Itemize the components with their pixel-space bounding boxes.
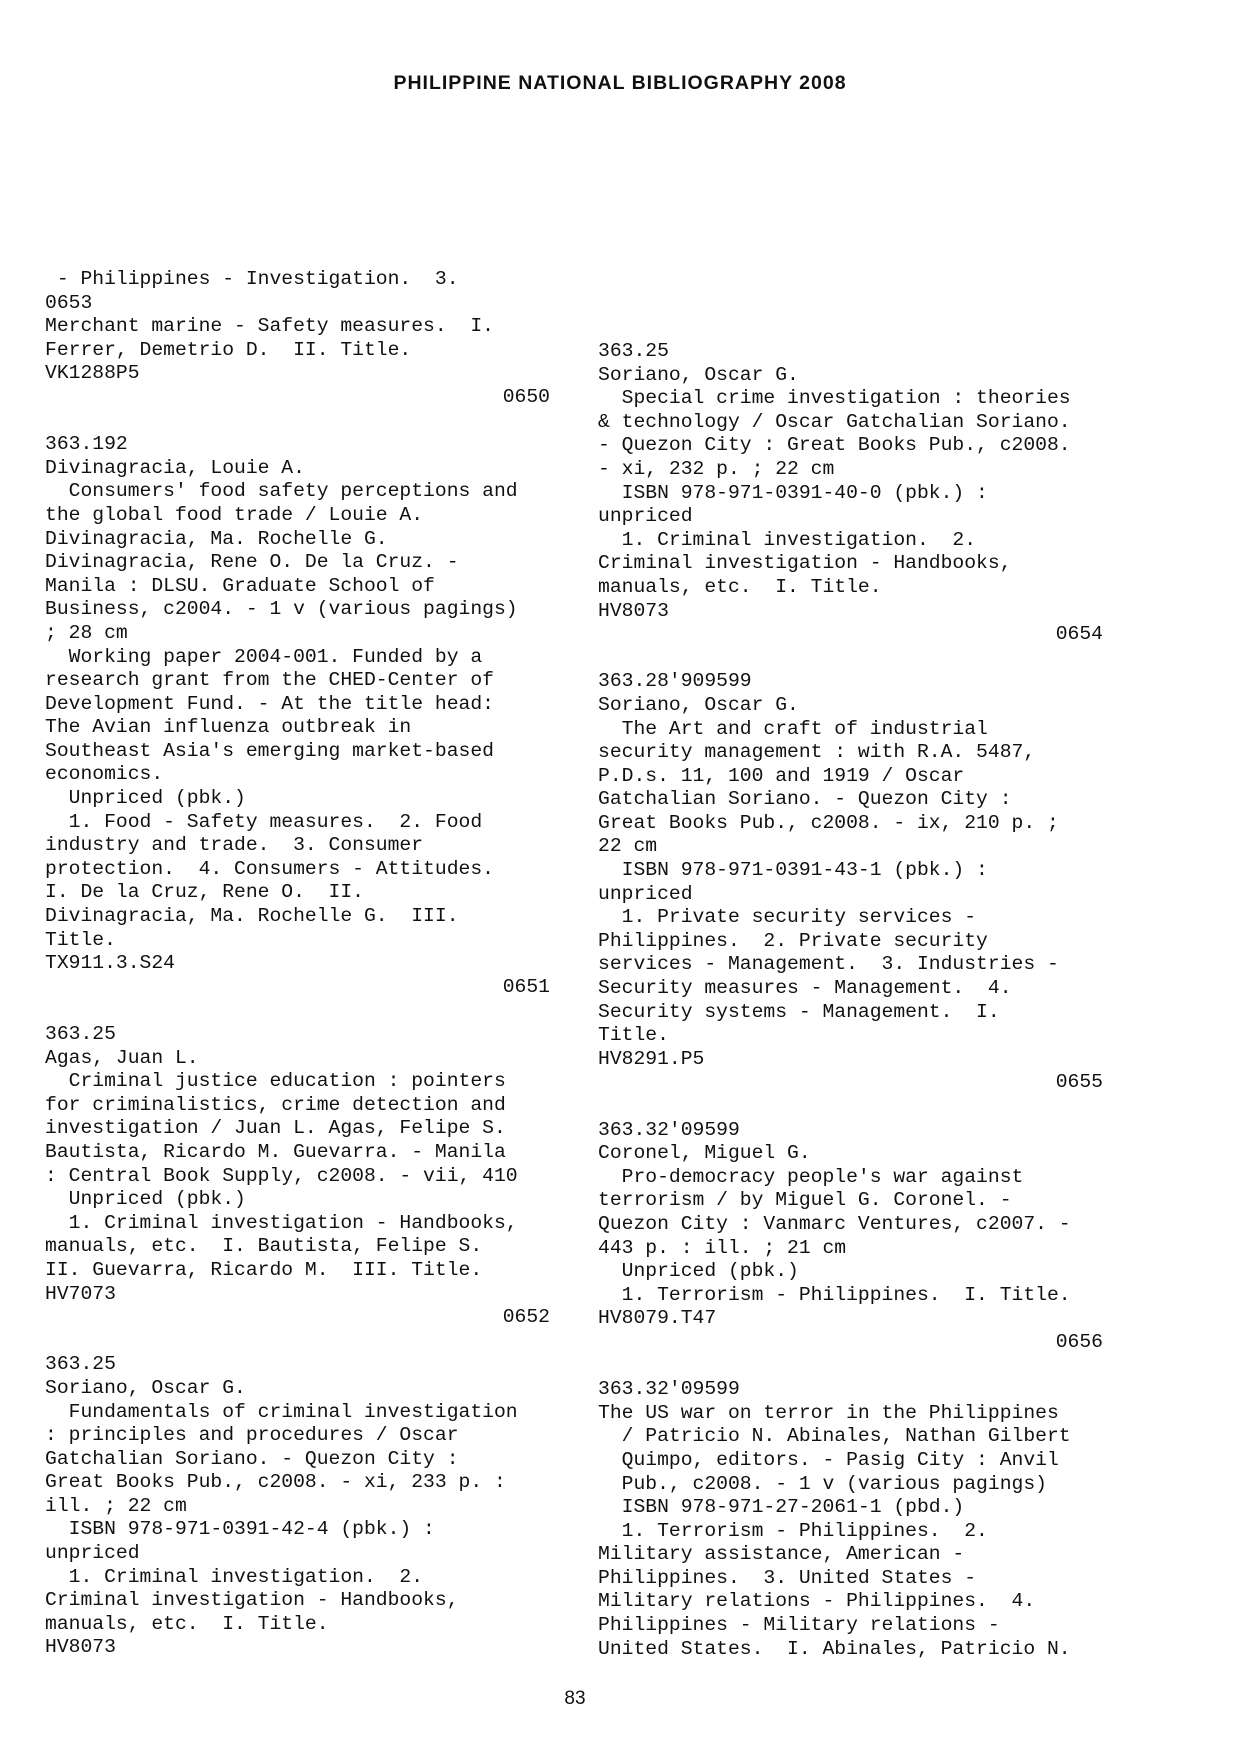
entry-text-line: The US war on terror in the Philippines [598,1401,1059,1424]
entry-text-line: 363.25 [45,1353,116,1376]
entry-text-line: Working paper 2004-001. Funded by a [45,645,483,668]
page-number: 83 [564,1688,586,1709]
entry-text-line: Manila : DLSU. Graduate School of [45,574,435,597]
entry-text-line: 363.192 [45,433,128,456]
entry-text-line: Great Books Pub., c2008. - ix, 210 p. ; [598,811,1059,834]
entry-text-line: ISBN 978-971-0391-43-1 (pbk.) : [598,859,988,882]
entry-text-line: security management : with R.A. 5487, [598,741,1036,764]
entry-text-line: unpriced [598,505,693,528]
entry-text-line: 443 p. : ill. ; 21 cm [598,1236,847,1259]
entry-text-line: - Philippines - Investigation. 3. [45,268,459,290]
entry-text-line: HV8073 [45,1636,116,1659]
entry-text-line: economics. [45,763,164,786]
entry-text-line: The Art and craft of industrial [598,717,988,740]
entry-text-line: Criminal investigation - Handbooks, [598,552,1012,575]
entry-text-line: Ferrer, Demetrio D. II. Title. [45,338,412,361]
entry-spacer [45,999,565,1023]
entry-text-line: ; 28 cm [45,621,128,644]
entry-text-line: Business, c2004. - 1 v (various pagings) [45,598,518,621]
entry-text-line: Military assistance, American - [598,1543,965,1566]
entry-text-line: terrorism / by Miguel G. Coronel. - [598,1189,1012,1212]
entry-text-line: Unpriced (pbk.) [45,1188,246,1211]
entry-text-line: Title. [45,928,116,951]
entry-text-line: the global food trade / Louie A. [45,503,424,526]
entry-text-line: 363.25 [598,340,669,362]
entry-text-line: research grant from the CHED-Center of [45,669,494,692]
entry-text-line: manuals, etc. I. Bautista, Felipe S. [45,1235,483,1258]
entry-text-line: 363.28'909599 [598,670,752,693]
entry-text-line: Agas, Juan L. [45,1046,199,1069]
entry-text-line: Pub., c2008. - 1 v (various pagings) [598,1472,1047,1495]
entry-text-line: for criminalistics, crime detection and [45,1093,506,1116]
entry-text-line: 22 cm [598,835,658,858]
entry-text-line: Divinagracia, Ma. Rochelle G. III. [45,905,459,928]
entry-text-line: Soriano, Oscar G. [598,693,799,716]
entry-text-line: unpriced [598,882,693,905]
entry-text-line: Special crime investigation : theories [598,387,1071,410]
entry-text-line: VK1288P5 [45,362,140,385]
entry-text-line: Pro-democracy people's war against [598,1165,1024,1188]
entry-text-line: industry and trade. 3. Consumer [45,834,424,857]
entry-text-line: : Central Book Supply, c2008. - vii, 410 [45,1164,518,1187]
entry-text-line: Gatchalian Soriano. - Quezon City : [598,788,1012,811]
entry-text-line: Divinagracia, Rene O. De la Cruz. - [45,551,459,574]
entry-number: 0652 [502,1306,550,1329]
entry-text-line: 1. Terrorism - Philippines. 2. [598,1519,988,1542]
entry-text-line: Philippines. 2. Private security [598,929,988,952]
entry-text-line: The Avian influenza outbreak in [45,716,412,739]
entry-spacer [45,1330,565,1354]
entry-text-line: Quezon City : Vanmarc Ventures, c2007. - [598,1212,1071,1235]
entry-text-line: services - Management. 3. Industries - [598,953,1059,976]
entry-text-line: - Quezon City : Great Books Pub., c2008. [598,434,1071,457]
entry-text-line: investigation / Juan L. Agas, Felipe S. [45,1117,506,1140]
entry-text-line: 363.25 [45,1023,116,1045]
entry-text-line: Security measures - Management. 4. [598,977,1012,1000]
entry-text-line: Criminal investigation - Handbooks, [45,1589,459,1612]
entry-text-line: United States. I. Abinales, Patricio N. [598,1637,1071,1660]
entry-text-line: 1. Criminal investigation. 2. [45,1565,424,1588]
entry-text-line: Unpriced (pbk.) [45,787,246,810]
entry-text-line: unpriced [45,1542,140,1565]
entry-text-line: HV8291.P5 [598,1047,705,1070]
entry-text-line: 363.32'09599 [598,1118,740,1141]
entry-text-line: Consumers' food safety perceptions and [45,480,518,503]
entry-text-line: P.D.s. 11, 100 and 1919 / Oscar [598,764,965,787]
entry-text-line: Philippines. 3. United States - [598,1566,977,1589]
entry-text-line: 1. Food - Safety measures. 2. Food [45,810,483,833]
entry-text-line: 1. Criminal investigation. 2. [598,528,977,551]
entry-text-line: Quimpo, editors. - Pasig City : Anvil [598,1448,1059,1471]
entry-text-line: manuals, etc. I. Title. [598,575,882,598]
entry-text-line: manuals, etc. I. Title. [45,1612,329,1635]
entry-text-line: / Patricio N. Abinales, Nathan Gilbert [598,1425,1071,1448]
entry-text-line: Unpriced (pbk.) [598,1260,799,1283]
left-column [45,268,565,1660]
entry-text-line: 363.32'09599 [598,1378,740,1401]
entry-text-line: Southeast Asia's emerging market-based [45,739,494,762]
entry-text-line: HV7073 [45,1282,116,1305]
entry-text-line: Soriano, Oscar G. [45,1376,246,1399]
entry-text-line: 1. Criminal investigation - Handbooks, [45,1211,518,1234]
entry-text-line: ill. ; 22 cm [45,1494,187,1517]
entry-text-line: Title. [598,1024,669,1047]
entry-text-line: Philippines - Military relations - [598,1614,1000,1637]
entry-text-line: Divinagracia, Louie A. [45,456,305,479]
entry-text-line: TX911.3.S24 [45,952,175,975]
entry-text-line: 1. Terrorism - Philippines. I. Title. [598,1283,1071,1306]
entry-text-line: Criminal justice education : pointers [45,1070,506,1093]
entry-text-line: Development Fund. - At the title head: [45,692,494,715]
entry-text-line: HV8079.T47 [598,1307,717,1330]
entry-text-line: I. De la Cruz, Rene O. II. [45,881,364,904]
entry-spacer [45,410,565,434]
entry-text-line: Merchant marine - Safety measures. I. [45,315,494,338]
entry-text-line: & technology / Oscar Gatchalian Soriano. [598,410,1071,433]
entry-text-line: : principles and procedures / Oscar [45,1424,459,1447]
entry-spacer [598,1095,1118,1119]
entry-text-line: Bautista, Ricardo M. Guevarra. - Manila [45,1140,506,1163]
entry-text-line: ISBN 978-971-27-2061-1 (pbd.) [598,1496,965,1519]
entry-number: 0651 [502,975,550,998]
entry-number: 0654 [1055,623,1103,646]
entry-text-line: - xi, 232 p. ; 22 cm [598,457,835,480]
entry-text-line: ISBN 978-971-0391-42-4 (pbk.) : [45,1518,435,1541]
entry-text-line: HV8073 [598,599,669,622]
entry-text-line: II. Guevarra, Ricardo M. III. Title. [45,1258,483,1281]
entry-text-line: protection. 4. Consumers - Attitudes. [45,857,494,880]
entry-text-line: Divinagracia, Ma. Rochelle G. [45,527,388,550]
entry-text-line: Fundamentals of criminal investigation [45,1400,518,1423]
page-header: PHILIPPINE NATIONAL BIBLIOGRAPHY 2008 [393,72,847,94]
entry-text-line: 0653 [45,291,93,314]
entry-text-line: Great Books Pub., c2008. - xi, 233 p. : [45,1471,506,1494]
entry-text-line: Military relations - Philippines. 4. [598,1590,1036,1613]
entry-text-line: ISBN 978-971-0391-40-0 (pbk.) : [598,481,988,504]
entry-number: 0650 [502,385,550,408]
entry-text-line: Security systems - Management. I. [598,1000,1000,1023]
entry-number: 0655 [1055,1071,1103,1094]
entry-number: 0656 [1055,1330,1103,1353]
entry-spacer [598,1355,1118,1379]
entry-text-line: Gatchalian Soriano. - Quezon City : [45,1447,459,1470]
entry-spacer [598,647,1118,671]
entry-text-line: Soriano, Oscar G. [598,363,799,386]
entry-text-line: Coronel, Miguel G. [598,1142,811,1165]
right-column [598,340,1118,1661]
entry-text-line: 1. Private security services - [598,906,977,929]
